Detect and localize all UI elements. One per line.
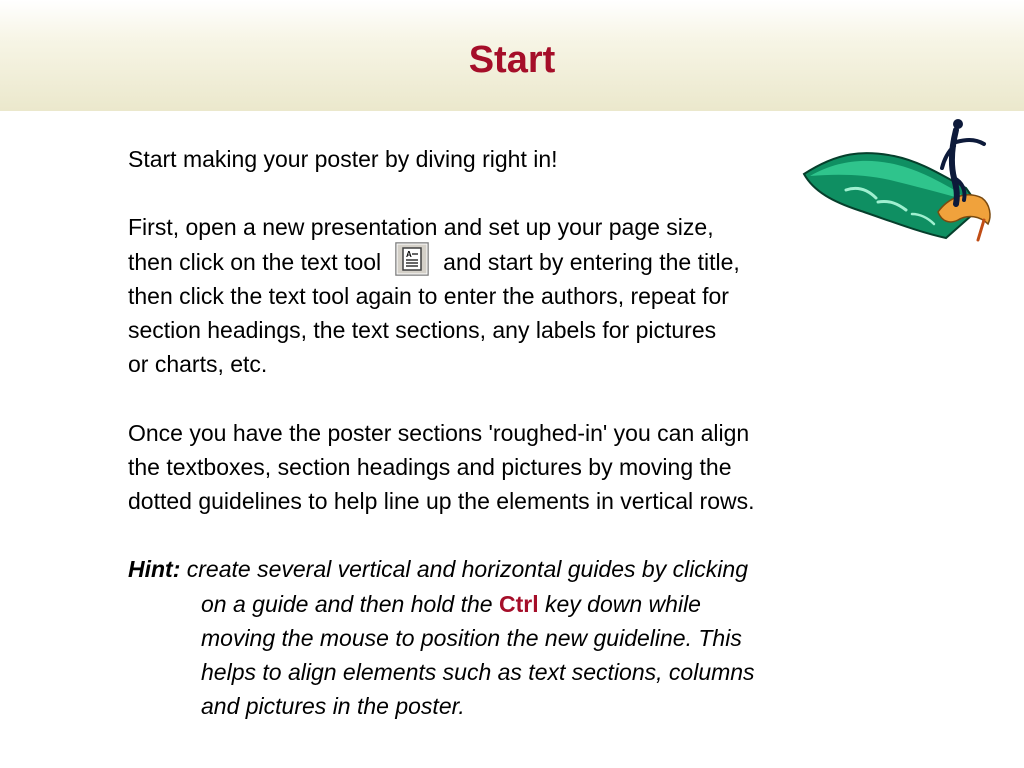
hint-line2 bbox=[128, 587, 928, 621]
text-tool-icon bbox=[395, 242, 429, 276]
hint-line5: and pictures in the poster. bbox=[201, 693, 465, 720]
para2-line2: the textboxes, section headings and pictures by moving the bbox=[128, 453, 732, 480]
para1-line2 bbox=[128, 245, 928, 279]
para1-line5: or charts, etc. bbox=[128, 351, 268, 378]
hint-line3: moving the mouse to position the new guideline. This bbox=[201, 624, 742, 651]
ctrl-key-label: Ctrl bbox=[498, 590, 539, 617]
slide-title: Start bbox=[468, 39, 556, 81]
hint-text-2b: key down while bbox=[545, 590, 701, 617]
svg-text:A: A bbox=[406, 249, 412, 259]
para1-line4: section headings, the text sections, any labels for pictures bbox=[128, 317, 717, 343]
para1-line2-start: then click on the text tool bbox=[128, 248, 382, 275]
hint-text-1: create several vertical and horizontal guides by clicking bbox=[186, 556, 748, 583]
para1-line1: First, open a new presentation and set up your page size, bbox=[128, 214, 714, 241]
para1-line3: then click the text tool again to enter the authors, repeat for bbox=[128, 282, 729, 309]
para2-line1: Once you have the poster sections 'roughed-in' you can align bbox=[128, 419, 750, 446]
hint-line4: helps to align elements such as text sections, columns bbox=[201, 659, 755, 685]
hint-text-2a: on a guide and then hold the bbox=[201, 590, 493, 617]
para1-line2-end: and start by entering the title, bbox=[443, 248, 740, 275]
hint-line1 bbox=[128, 552, 928, 586]
hint-label: Hint: bbox=[128, 556, 181, 583]
intro-line: Start making your poster by diving right in! bbox=[128, 146, 558, 172]
slide-body bbox=[128, 142, 928, 723]
para2-line3: dotted guidelines to help line up the elements in vertical rows. bbox=[128, 488, 755, 514]
